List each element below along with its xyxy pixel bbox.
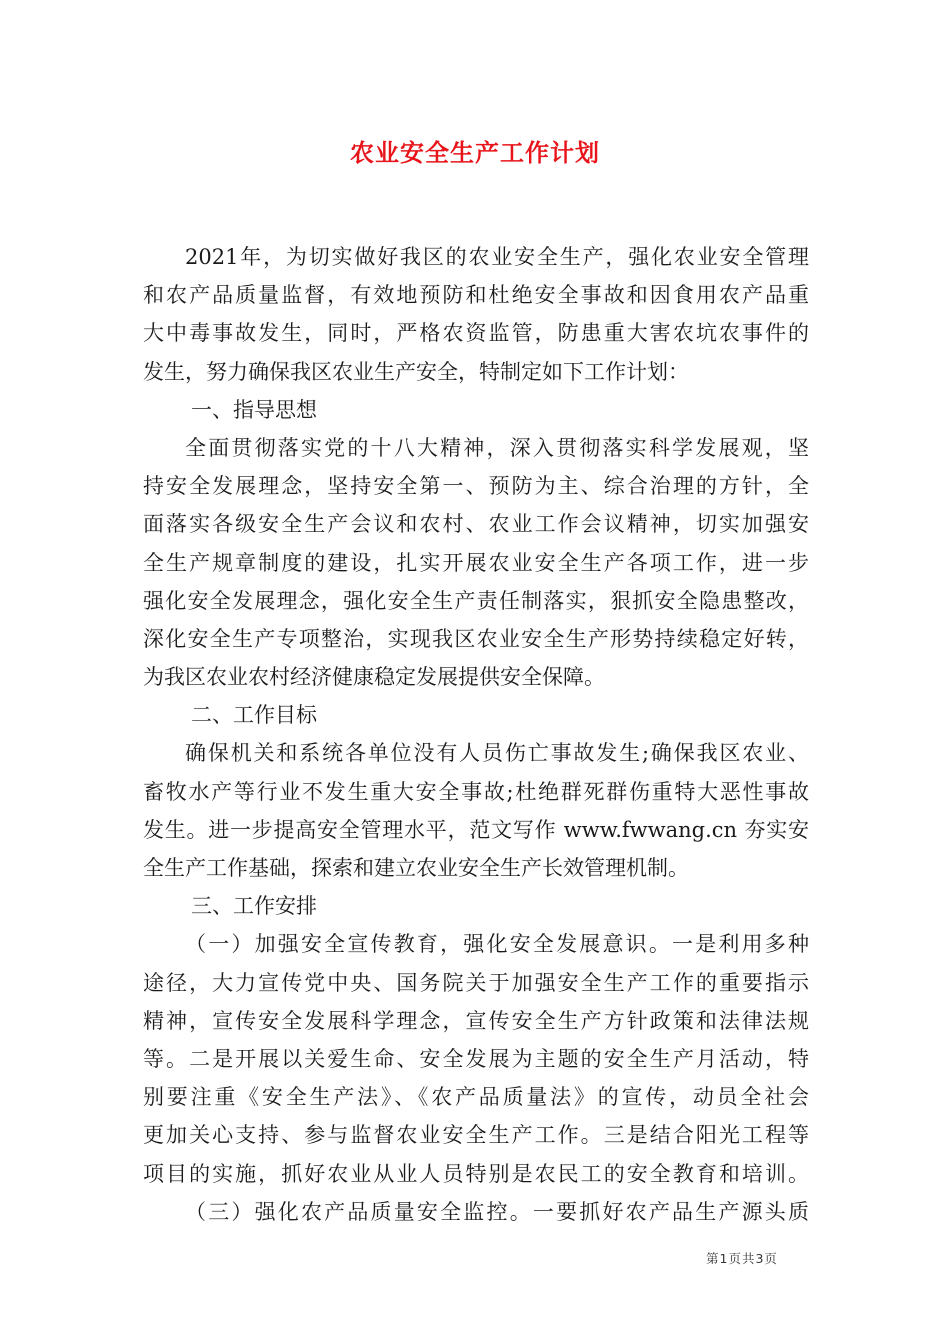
paragraph-line: 面落实各级安全生产会议和农村、农业工作会议精神，切实加强安: [143, 512, 809, 537]
paragraph-line: 强化安全发展理念，强化安全生产责任制落实，狠抓安全隐患整改，: [143, 588, 809, 613]
paragraph-line: 和农产品质量监督，有效地预防和杜绝安全事故和因食用农产品重: [143, 283, 809, 308]
paragraph-line: 发生，努力确保我区农业生产安全，特制定如下工作计划：: [143, 359, 689, 384]
paragraph-line: 项目的实施，抓好农业从业人员特别是农民工的安全教育和培训。: [143, 1161, 809, 1186]
paragraph-line: 全生产工作基础，探索和建立农业安全生产长效管理机制。: [143, 856, 689, 880]
paragraph-line: 畜牧水产等行业不发生重大安全事故;杜绝群死群伤重特大恶性事故: [143, 779, 809, 804]
document-body: [143, 238, 809, 1231]
paragraph-line: （三）强化农产品质量安全监控。一要抓好农产品生产源头质: [185, 1199, 809, 1224]
section-heading: 一、指导思想: [191, 397, 317, 422]
paragraph-line: 全面贯彻落实党的十八大精神，深入贯彻落实科学发展观，坚: [185, 435, 809, 460]
paragraph-line: 等。二是开展以关爱生命、安全发展为主题的安全生产月活动，特: [143, 1046, 809, 1071]
page-indicator: 第1页共3页: [706, 1251, 778, 1266]
paragraph-line: 精神，宣传安全发展科学理念，宣传安全生产方针政策和法律法规: [143, 1008, 809, 1033]
paragraph-line: 别要注重《安全生产法》、《农产品质量法》的宣传，动员全社会: [143, 1085, 809, 1110]
paragraph-line: 持安全发展理念，坚持安全第一、预防为主、综合治理的方针，全: [143, 474, 809, 499]
paragraph-line: 为我区农业农村经济健康稳定发展提供安全保障。: [143, 665, 605, 690]
section-heading: 三、工作安排: [191, 894, 317, 919]
paragraph-line: （一）加强安全宣传教育，强化安全发展意识。一是利用多种: [185, 932, 809, 957]
paragraph-line: 全生产规章制度的建设，扎实开展农业安全生产各项工作，进一步: [143, 550, 809, 575]
paragraph-line: 途径，大力宣传党中央、国务院关于加强安全生产工作的重要指示: [143, 970, 809, 995]
paragraph-line: 2021年，为切实做好我区的农业安全生产，强化农业安全管理: [185, 245, 809, 269]
paragraph-line: 大中毒事故发生，同时，严格农资监管，防患重大害农坑农事件的: [143, 321, 809, 346]
paragraph-line: 更加关心支持、参与监督农业安全生产工作。三是结合阳光工程等: [143, 1123, 809, 1148]
paragraph-line: 深化安全生产专项整治，实现我区农业安全生产形势持续稳定好转，: [143, 626, 809, 651]
section-heading: 二、工作目标: [191, 703, 317, 728]
document-title: 农业安全生产工作计划: [350, 138, 600, 167]
paragraph-line: 确保机关和系统各单位没有人员伤亡事故发生;确保我区农业、: [185, 741, 809, 766]
paragraph-line: 发生。进一步提高安全管理水平，范文写作 www.fwwang.cn 夯实安: [143, 817, 809, 842]
